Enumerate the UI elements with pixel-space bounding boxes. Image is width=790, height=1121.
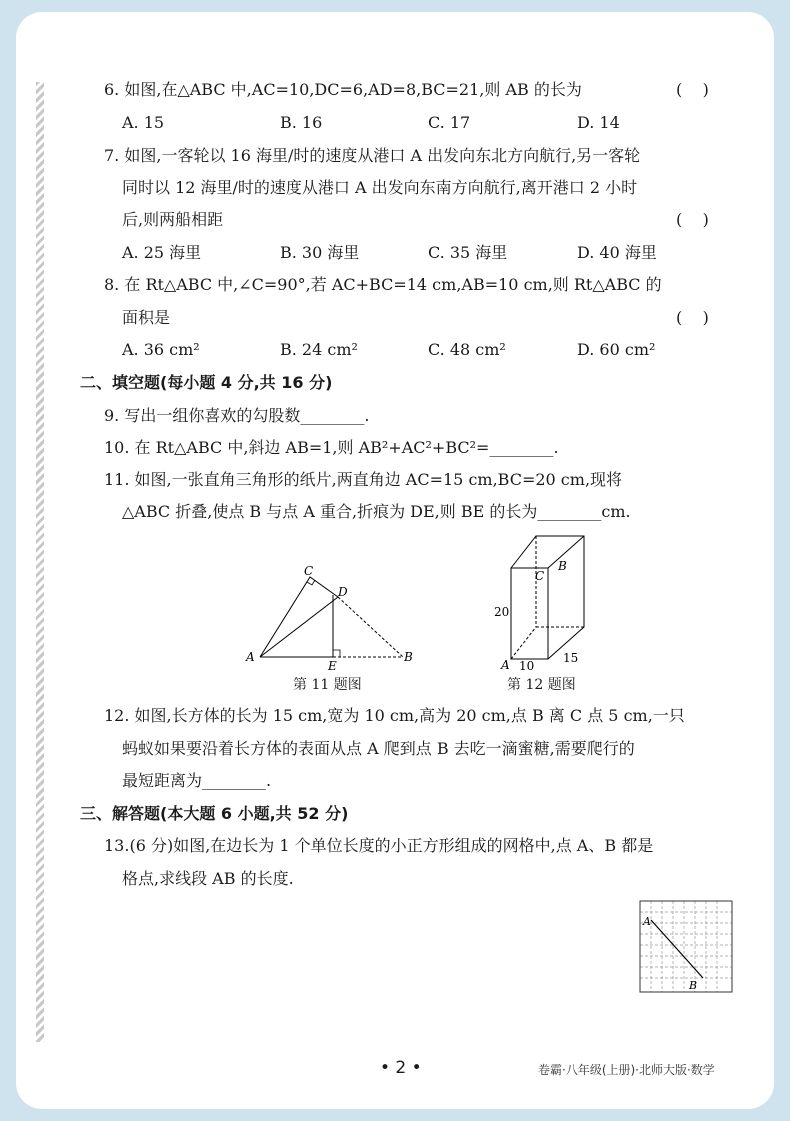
q13-line-1: 13.(6 分)如图,在边长为 1 个单位长度的小正方形组成的网格中,点 A、B 都是 (104, 836, 654, 855)
fig11-label-c: C (304, 564, 314, 578)
fig11-label-b: B (404, 650, 413, 664)
page-number: • 2 • (380, 1058, 422, 1078)
q8-option-a: A. 36 cm² (122, 340, 200, 359)
figure-11-caption: 第 11 题图 (293, 677, 362, 693)
q6-answer-paren: ( ) (676, 80, 709, 99)
q8-line-1: 8. 在 Rt△ABC 中,∠C=90°,若 AC+BC=14 cm,AB=10 cm,则 Rt△ABC 的 (104, 275, 662, 294)
q7-answer-paren: ( ) (676, 210, 709, 229)
q12-line-1: 12. 如图,长方体的长为 15 cm,宽为 10 cm,高为 20 cm,点 B 离 C 点 5 cm,一只 (104, 706, 685, 725)
book-info: 卷霸·八年级(上册)·北师大版·数学 (538, 1063, 715, 1077)
figure-12-caption: 第 12 题图 (507, 677, 576, 693)
q8-line-2: 面积是 (122, 308, 171, 327)
q6-option-a: A. 15 (122, 113, 165, 132)
q9: 9. 写出一组你喜欢的勾股数________. (104, 406, 370, 425)
fig13-label-a: A (643, 915, 651, 928)
fig12-label-width: 10 (519, 659, 535, 673)
section-3-title: 三、解答题(本大题 6 小题,共 52 分) (80, 804, 349, 823)
figure-12-cuboid (490, 530, 600, 675)
q10: 10. 在 Rt△ABC 中,斜边 AB=1,则 AB²+AC²+BC²=________. (104, 438, 559, 457)
figure-13-grid (636, 897, 736, 997)
q11-line-1: 11. 如图,一张直角三角形的纸片,两直角边 AC=15 cm,BC=20 cm,现将 (104, 470, 623, 489)
q13-line-2: 格点,求线段 AB 的长度. (122, 869, 294, 888)
q7-option-b: B. 30 海里 (280, 243, 360, 262)
q8-option-b: B. 24 cm² (280, 340, 358, 359)
q12-line-3: 最短距离为________. (122, 771, 272, 790)
q7-line-1: 7. 如图,一客轮以 16 海里/时的速度从港口 A 出发向东北方向航行,另一客轮 (104, 146, 641, 165)
q8-option-d: D. 60 cm² (577, 340, 656, 359)
q6-option-c: C. 17 (428, 113, 471, 132)
q8-option-c: C. 48 cm² (428, 340, 506, 359)
q11-line-2: △ABC 折叠,使点 B 与点 A 重合,折痕为 DE,则 BE 的长为________cm. (122, 502, 631, 521)
fig11-label-a: A (246, 650, 255, 664)
fig12-label-length: 15 (563, 651, 579, 665)
fig12-label-c: C (535, 569, 545, 583)
fig12-label-height: 20 (494, 605, 510, 619)
fig11-label-d: D (338, 585, 348, 599)
q6-option-d: D. 14 (577, 113, 620, 132)
fig11-label-e: E (328, 659, 337, 670)
q7-option-d: D. 40 海里 (577, 243, 657, 262)
fig12-label-b: B (558, 559, 567, 573)
q6-stem: 6. 如图,在△ABC 中,AC=10,DC=6,AD=8,BC=21,则 AB 的长为 (104, 80, 582, 99)
q6-option-b: B. 16 (280, 113, 323, 132)
figure-11-triangle (240, 560, 420, 670)
section-2-title: 二、填空题(每小题 4 分,共 16 分) (80, 373, 333, 392)
fig13-label-b: B (689, 979, 698, 992)
q7-line-3: 后,则两船相距 (122, 210, 224, 229)
q7-line-2: 同时以 12 海里/时的速度从港口 A 出发向东南方向航行,离开港口 2 小时 (122, 178, 638, 197)
q7-option-a: A. 25 海里 (122, 243, 202, 262)
fig12-label-a: A (501, 658, 510, 672)
q7-option-c: C. 35 海里 (428, 243, 508, 262)
binding-strip (36, 82, 44, 1042)
q12-line-2: 蚂蚁如果要沿着长方体的表面从点 A 爬到点 B 去吃一滴蜜糖,需要爬行的 (122, 739, 635, 758)
q8-answer-paren: ( ) (676, 308, 709, 327)
